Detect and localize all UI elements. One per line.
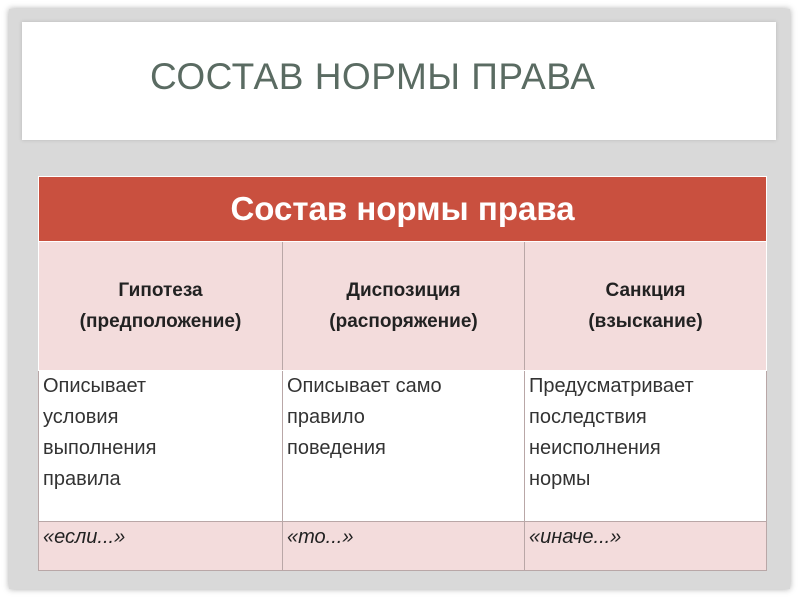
description-line: Описывает	[43, 375, 147, 397]
description-line: условия	[43, 406, 119, 428]
header-name: Диспозиция	[346, 280, 461, 301]
description-hypothesis	[39, 371, 283, 522]
description-disposition	[283, 371, 525, 522]
description-line: Описывает само	[287, 375, 442, 397]
table-caption: Состав нормы права	[39, 177, 767, 242]
slide-title: СОСТАВ НОРМЫ ПРАВА	[150, 56, 596, 97]
norm-structure-table	[38, 176, 767, 571]
description-line: правила	[43, 468, 121, 490]
table-caption-row	[39, 177, 767, 242]
description-line: последствия	[529, 406, 647, 428]
formula-sanction: «иначе...»	[525, 522, 767, 571]
description-line: Предусматривает	[529, 375, 694, 397]
column-header-sanction	[525, 242, 767, 371]
description-sanction	[525, 371, 767, 522]
header-name: Санкция	[605, 280, 686, 301]
description-line: нормы	[529, 468, 591, 490]
description-line: поведения	[287, 437, 386, 459]
column-header-hypothesis	[39, 242, 283, 371]
formula-hypothesis: «если...»	[39, 522, 283, 571]
header-subtitle: (предположение)	[79, 311, 242, 332]
column-header-disposition	[283, 242, 525, 371]
description-line: неисполнения	[529, 437, 661, 459]
header-name: Гипотеза	[118, 280, 203, 301]
table-header-row	[39, 242, 767, 371]
header-subtitle: (распоряжение)	[329, 311, 478, 332]
header-subtitle: (взыскание)	[588, 311, 703, 332]
formula-disposition: «то...»	[283, 522, 525, 571]
description-line: выполнения	[43, 437, 157, 459]
description-line: правило	[287, 406, 365, 428]
table-description-row	[39, 371, 767, 522]
table-formula-row	[39, 522, 767, 571]
